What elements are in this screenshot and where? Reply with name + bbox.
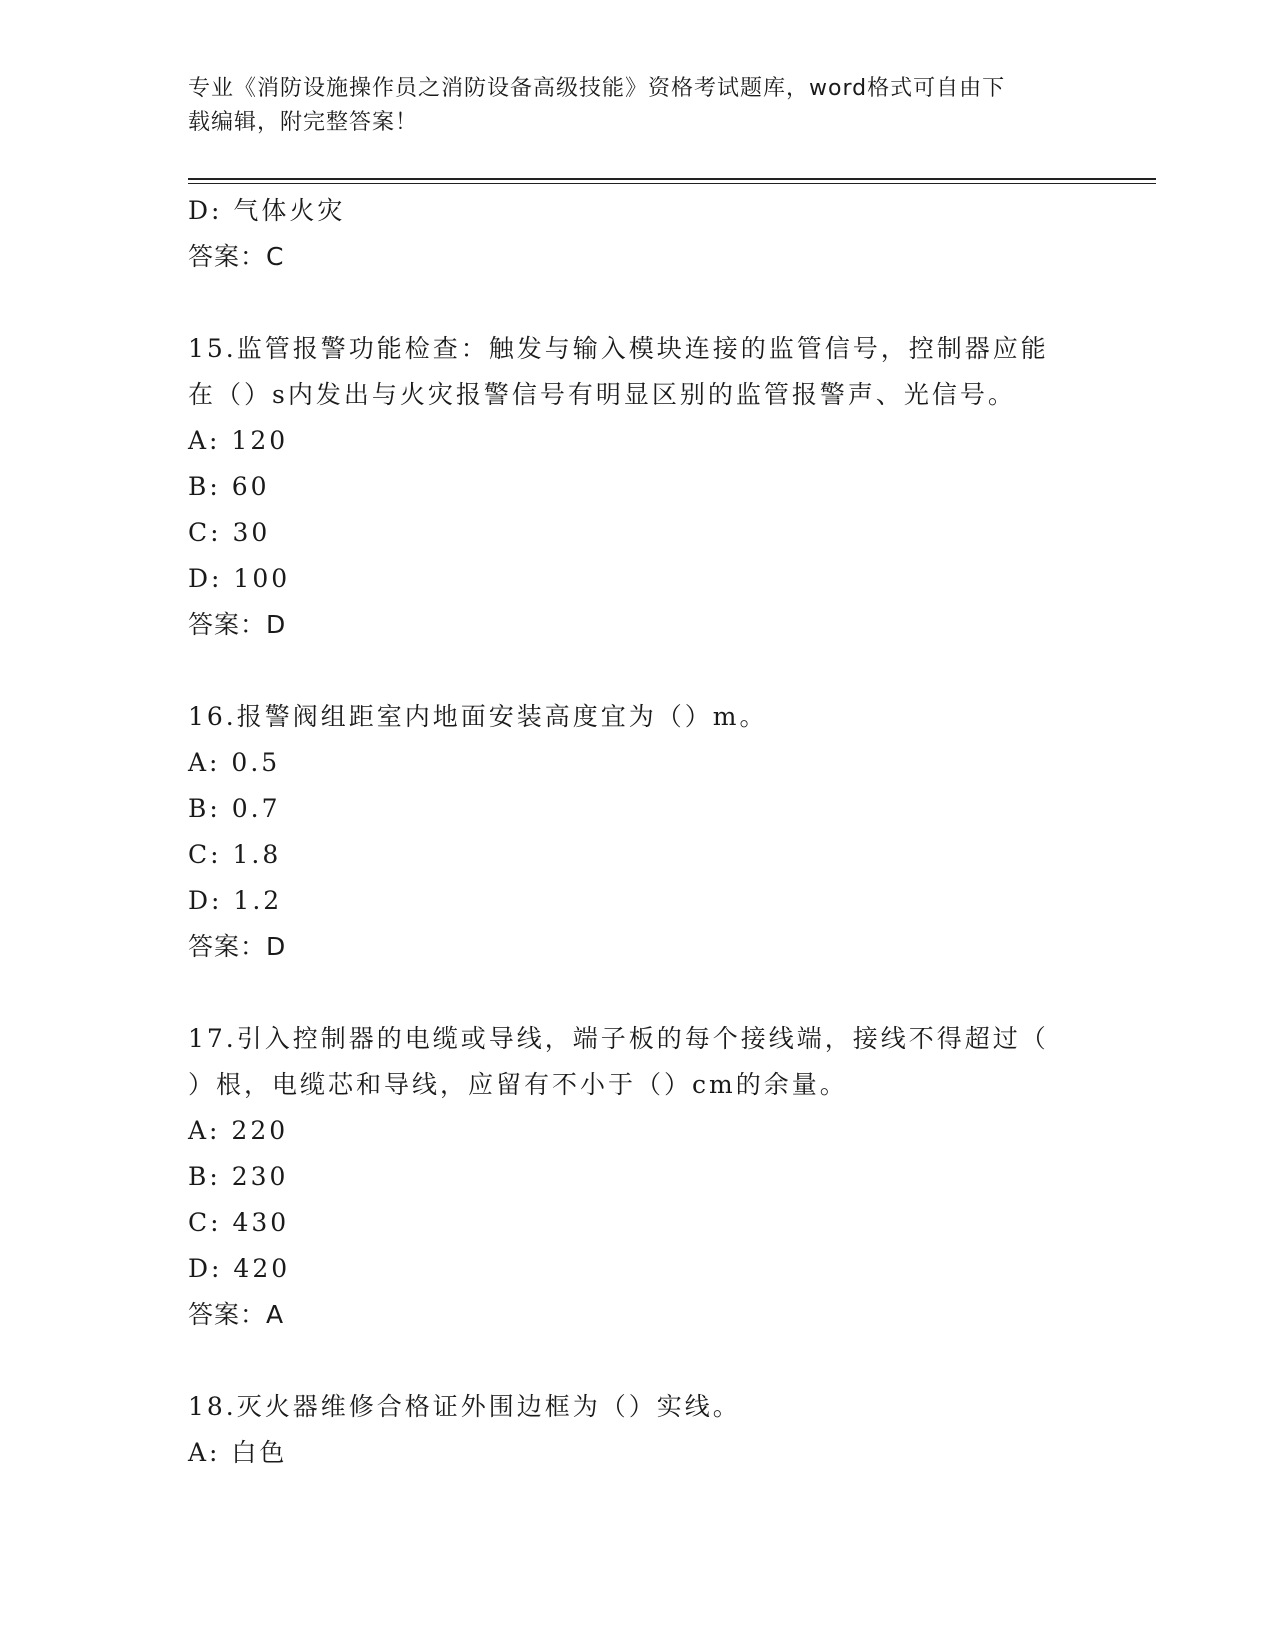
question-16-stem-line-1: 16.报警阀组距室内地面安装高度宜为（）m。 — [188, 702, 768, 731]
question-16-answer: 答案：D — [188, 932, 287, 961]
question-16-option-c: C: 1.8 — [188, 840, 282, 869]
question-15-stem-line-1: 15.监管报警功能检查：触发与输入模块连接的监管信号，控制器应能 — [188, 334, 1049, 363]
question-16-option-d: D: 1.2 — [188, 886, 283, 915]
question-list — [188, 188, 1088, 1476]
header-line-2: 载编辑，附完整答案！ — [188, 110, 419, 135]
question-17-option-a: A: 220 — [188, 1116, 289, 1145]
header-divider-top — [188, 178, 1156, 180]
question-17-option-d: D: 420 — [188, 1254, 291, 1283]
question-15-option-a: A: 120 — [188, 426, 289, 455]
header-divider-bottom — [188, 183, 1156, 184]
question-15-answer: 答案：D — [188, 610, 287, 639]
question-15-stem-line-2: 在（）s内发出与火灾报警信号有明显区别的监管报警声、光信号。 — [188, 380, 1016, 409]
question-17-option-c: C: 430 — [188, 1208, 290, 1237]
document-header — [188, 72, 1088, 140]
question-18-option-a: A: 白色 — [188, 1438, 288, 1467]
prev-answer: 答案：C — [188, 242, 285, 271]
spacer — [188, 280, 1088, 326]
question-17-stem-line-2: ）根，电缆芯和导线，应留有不小于（）cm的余量。 — [188, 1070, 848, 1099]
spacer — [188, 970, 1088, 1016]
question-17-stem-line-1: 17.引入控制器的电缆或导线，端子板的每个接线端，接线不得超过（ — [188, 1024, 1049, 1053]
question-16-option-b: B: 0.7 — [188, 794, 281, 823]
spacer — [188, 648, 1088, 694]
question-15-option-c: C: 30 — [188, 518, 271, 547]
question-15-option-b: B: 60 — [188, 472, 270, 501]
question-18-stem-line-1: 18.灭火器维修合格证外围边框为（）实线。 — [188, 1392, 741, 1421]
question-17-option-b: B: 230 — [188, 1162, 289, 1191]
question-15-option-d: D: 100 — [188, 564, 291, 593]
question-17-answer: 答案：A — [188, 1300, 285, 1329]
header-line-1: 专业《消防设施操作员之消防设备高级技能》资格考试题库，word格式可自由下 — [188, 76, 1006, 101]
prev-option-d: D: 气体火灾 — [188, 196, 346, 225]
question-16-option-a: A: 0.5 — [188, 748, 281, 777]
spacer — [188, 1338, 1088, 1384]
